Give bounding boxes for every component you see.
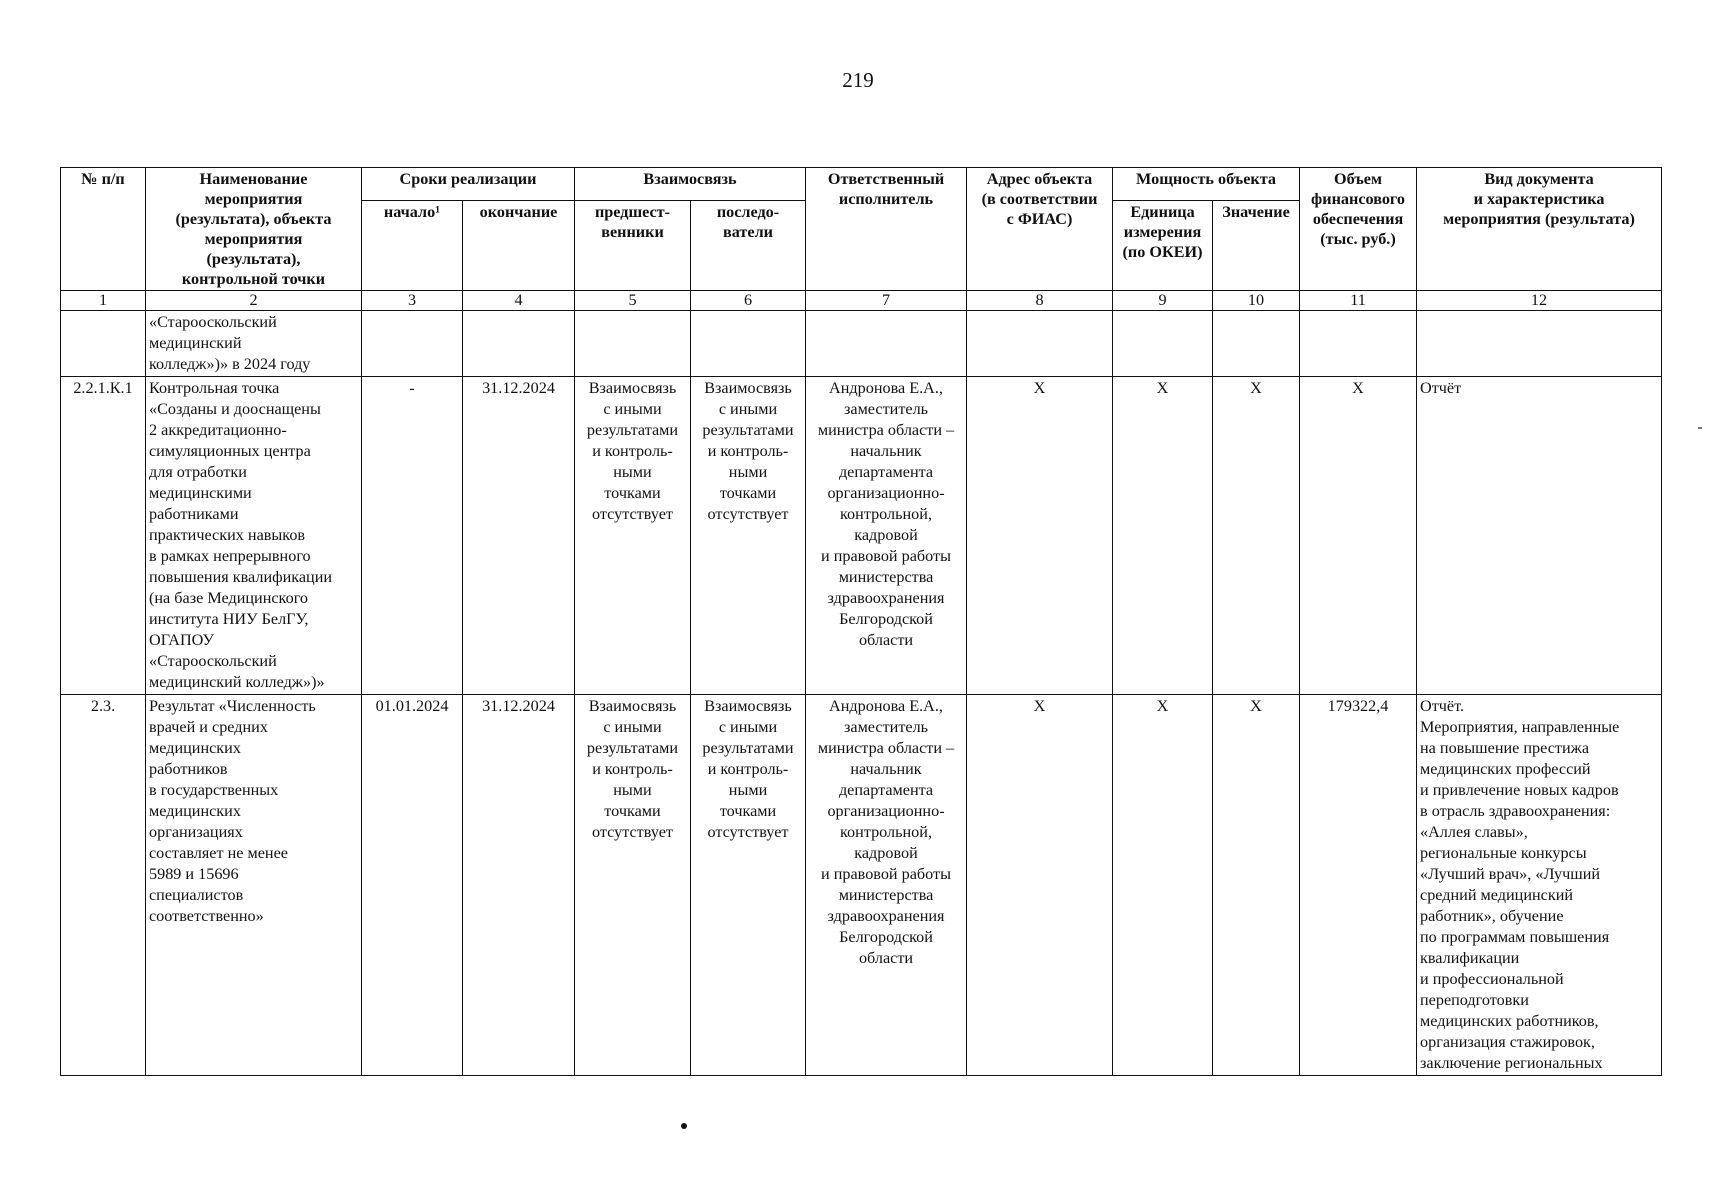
row-doc-type <box>1417 311 1662 377</box>
column-number: 2 <box>146 291 362 311</box>
column-number: 7 <box>806 291 967 311</box>
row-unit: X <box>1113 377 1213 695</box>
column-number: 1 <box>61 291 146 311</box>
column-number: 5 <box>575 291 691 311</box>
header-predecessors: предшест- венники <box>575 200 691 290</box>
header-capacity: Мощность объекта <box>1113 168 1300 201</box>
header-finance: Объем финансового обеспечения (тыс. руб.) <box>1300 168 1417 291</box>
column-number: 11 <box>1300 291 1417 311</box>
column-number: 12 <box>1417 291 1662 311</box>
row-name: «Старооскольский медицинский колледж»)» в 2024 году <box>146 311 362 377</box>
column-number: 8 <box>967 291 1113 311</box>
row-finance: X <box>1300 377 1417 695</box>
row-name: Результат «Численность врачей и средних медицинских работников в государственных медицинских организациях составляет не менее 5989 и 15696 специалистов соответственно» <box>146 695 362 1076</box>
scan-speck <box>1698 427 1702 429</box>
row-num: 2.3. <box>61 695 146 1076</box>
header-relation: Взаимосвязь <box>575 168 806 201</box>
row-value: X <box>1213 695 1300 1076</box>
row-start <box>362 311 463 377</box>
row-predecessors <box>575 311 691 377</box>
row-num: 2.2.1.К.1 <box>61 377 146 695</box>
table-row <box>61 377 1662 695</box>
column-number: 9 <box>1113 291 1213 311</box>
row-value <box>1213 311 1300 377</box>
row-end <box>463 311 575 377</box>
header-address: Адрес объекта (в соответствии с ФИАС) <box>967 168 1113 291</box>
row-successors: Взаимосвязь с иными результатами и контроль- ными точками отсутствует <box>691 377 806 695</box>
row-start: 01.01.2024 <box>362 695 463 1076</box>
header-unit: Единица измерения (по ОКЕИ) <box>1113 200 1213 290</box>
row-responsible: Андронова Е.А., заместитель министра области – начальник департамента организационно- контрольной, кадровой и правовой работы министерства здравоохранения Белгородской области <box>806 695 967 1076</box>
table-row <box>61 695 1662 1076</box>
column-number: 3 <box>362 291 463 311</box>
page-number: 219 <box>842 68 874 92</box>
header-row-1 <box>61 168 1662 201</box>
row-doc-type: Отчёт <box>1417 377 1662 695</box>
row-name: Контрольная точка «Созданы и дооснащены 2 аккредитационно- симуляционных центра для отработки медицинскими работниками практических навыков в рамках непрерывного повышения квалификации (на базе Медицинского института НИУ БелГУ, ОГАПОУ «Старооскольский медицинский колледж»)» <box>146 377 362 695</box>
header-end: окончание <box>463 200 575 290</box>
row-predecessors: Взаимосвязь с иными результатами и контроль- ными точками отсутствует <box>575 377 691 695</box>
row-address <box>967 311 1113 377</box>
row-unit: X <box>1113 695 1213 1076</box>
row-successors <box>691 311 806 377</box>
row-start: - <box>362 377 463 695</box>
header-num: № п/п <box>61 168 146 291</box>
row-num <box>61 311 146 377</box>
row-doc-type: Отчёт. Мероприятия, направленные на повышение престижа медицинских профессий и привлечение новых кадров в отрасль здравоохранения: «Аллея славы», региональные конкурсы «Лучший врач», «Лучший средний медицинский работник», обучение по программам повышения квалификации и профессиональной переподготовки медицинских работников, организация стажировок, заключение региональных <box>1417 695 1662 1076</box>
row-unit <box>1113 311 1213 377</box>
header-responsible: Ответственный исполнитель <box>806 168 967 291</box>
header-doc-type: Вид документа и характеристика мероприятия (результата) <box>1417 168 1662 291</box>
column-number-row <box>61 291 1662 311</box>
header-terms: Сроки реализации <box>362 168 575 201</box>
header-successors: последо- ватели <box>691 200 806 290</box>
row-address: X <box>967 377 1113 695</box>
row-predecessors: Взаимосвязь с иными результатами и контроль- ными точками отсутствует <box>575 695 691 1076</box>
row-end: 31.12.2024 <box>463 695 575 1076</box>
header-name: Наименование мероприятия (результата), объекта мероприятия (результата), контрольной точки <box>146 168 362 291</box>
column-number: 4 <box>463 291 575 311</box>
table-row <box>61 311 1662 377</box>
row-address: X <box>967 695 1113 1076</box>
row-value: X <box>1213 377 1300 695</box>
header-start: начало¹ <box>362 200 463 290</box>
row-finance: 179322,4 <box>1300 695 1417 1076</box>
row-successors: Взаимосвязь с иными результатами и контроль- ными точками отсутствует <box>691 695 806 1076</box>
row-end: 31.12.2024 <box>463 377 575 695</box>
row-finance <box>1300 311 1417 377</box>
row-responsible <box>806 311 967 377</box>
column-number: 6 <box>691 291 806 311</box>
column-number: 10 <box>1213 291 1300 311</box>
row-responsible: Андронова Е.А., заместитель министра области – начальник департамента организационно- контрольной, кадровой и правовой работы министерства здравоохранения Белгородской области <box>806 377 967 695</box>
activities-table <box>60 167 1662 1076</box>
header-value: Значение <box>1213 200 1300 290</box>
bullet-dot <box>681 1123 687 1129</box>
